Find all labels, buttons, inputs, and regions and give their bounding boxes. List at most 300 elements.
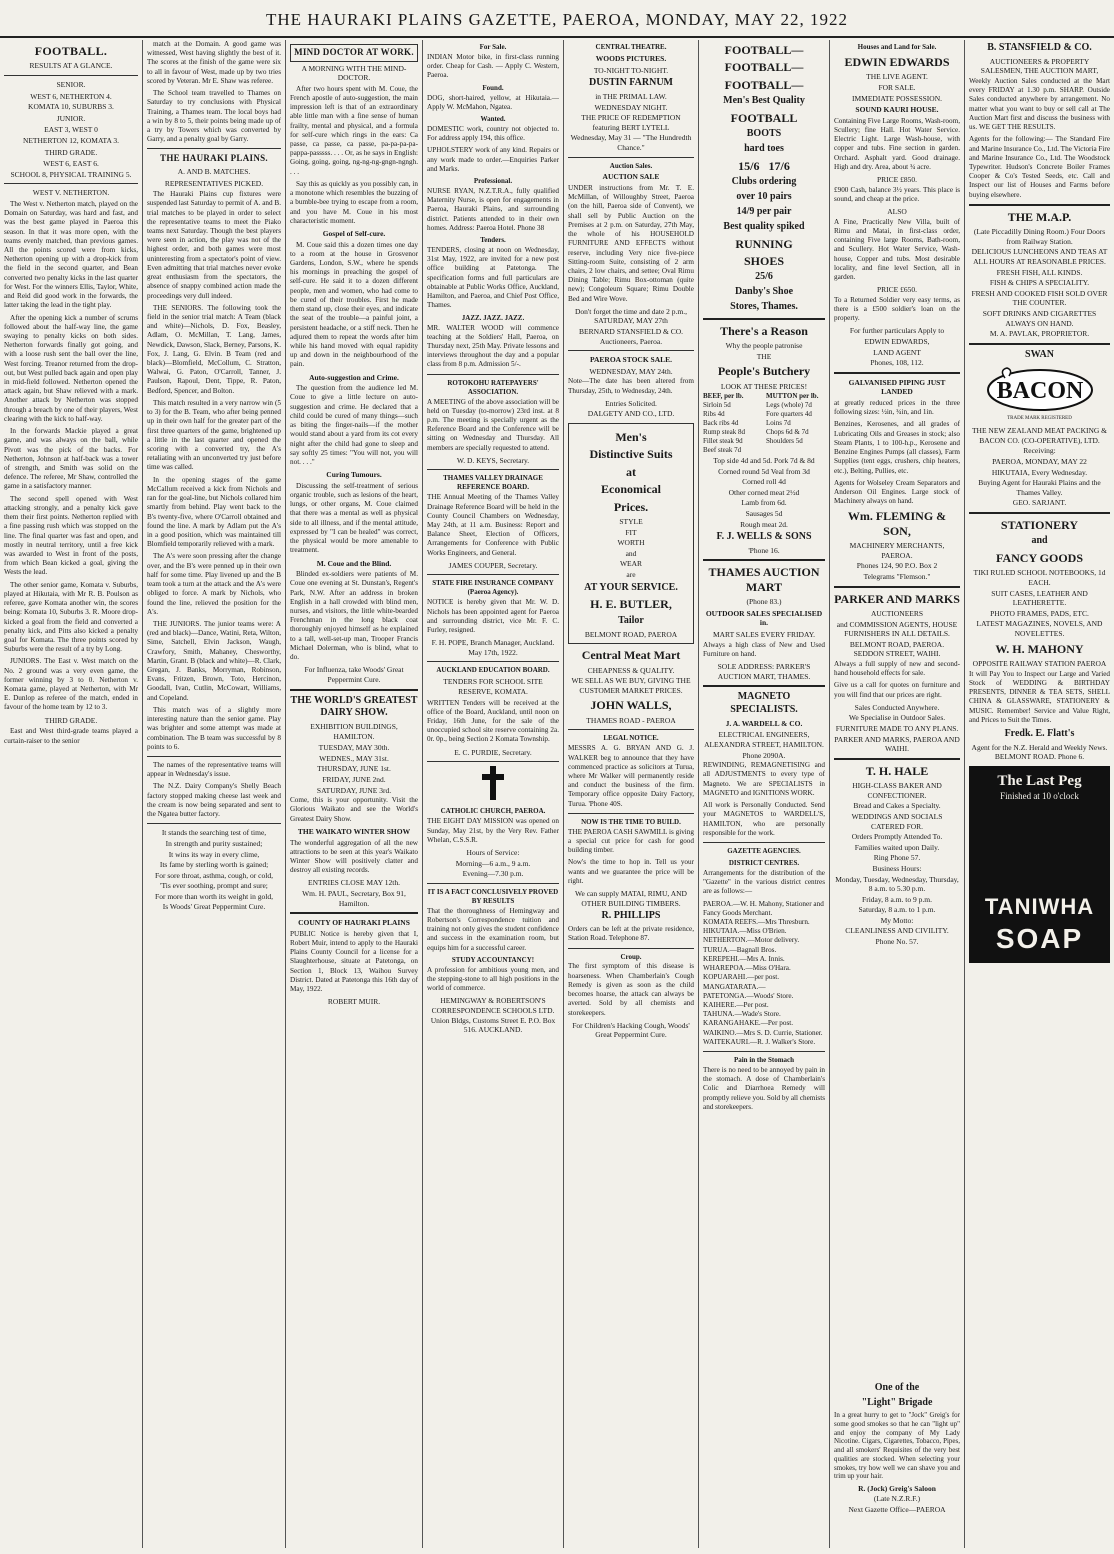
article-paragraph: The A's were soon pressing after the change over, and the B's were penned up in their own half for some time. Play livened up and the B team took a turn at the attack and the A's were obliged to force. A mark by Nichols, who found the line, relieved the position for the A's. [147,552,281,616]
poem-line: Is Woods' Great Peppermint Cure. [162,902,266,912]
winter-show-heading: THE WAIKATO WINTER SHOW [297,826,411,836]
light-line: "Light" Brigade [861,1396,933,1408]
agent-item: HIKUTAIA.—Miss O'Brien. [703,927,787,936]
article-paragraph: The N.Z. Dairy Company's Shelly Beach factory stopped making cheese last week and the cream is now being separated and sent to the Ngatea butter factory. [147,782,281,819]
agent-item: TAHUNA.—Wade's Store. [703,1010,781,1019]
price: 15/6 [738,158,760,173]
article-paragraph: M. Coue said this a dozen times one day to a room at the house in Grosvenor Gardens, London, S.W., where he spends his mornings in preaching the gospel of self-cure. He said it to a dozen different people, men and women, who had come to be cured of their troubles. First he made them stand up, close their eyes, and indicate the seat of the trouble—a painful joint, a persistent headache, or a stiff neck. Then he adjured them to repeat the words after him while his hand moved with equal rapidity up and down in the neighbourhood of the pain. [290,240,418,369]
spiked-line: Best quality spiked [723,220,805,232]
agent-item: WHAREPOA.—Miss O'Hara. [703,964,791,973]
signature: DALGETY AND CO., LTD. [587,409,675,419]
reason-sub: Why the people patronise [725,341,803,351]
classified-ad: Always a high class of New and Used Furniture on hand. [703,640,825,658]
signature: JAMES COUPER, Secretary. [448,560,538,570]
rotokohu-heading: ROTOKOHU RATEPAYERS' ASSOCIATION. [447,378,539,396]
classified-ad: Benzines, Kerosenes, and all grades of Lubricating Oils and Greases in stock; also Steam Plants, 1 to 100-h.p., Kerosene and Benzine Engines Pumps (all classes), Farm Supplies (tent eggs, crushers, chip heaters, etc.), Belting, Pullies, etc. [834,420,960,475]
education-heading: AUCKLAND EDUCATION BOARD. [436,666,550,675]
state-fire-heading: STATE FIRE INSURANCE COMPANY (Paeroa Agency). [432,579,554,597]
poem-line: 'Tis ever soothing, prompt and sure; [160,881,268,891]
agencies-heading: GAZETTE AGENCIES. [727,846,801,855]
entries: Entries Solicited. [605,398,657,408]
suits-feature: FIT [625,527,637,537]
classified-ad: NOTICE is hereby given that Mr. W. D. Nichols has been appointed agent for Paeroa and surrounding district, vice Mr. F. C. Furley, resigned. [427,598,559,635]
section-heading: Auto-suggestion and Crime. [309,372,399,382]
column-classifieds [423,40,563,1548]
weddings-line: WEDDINGS AND SOCIALS CATERED FOR. [851,811,943,831]
ring-line: Ring Phone 57. [873,853,921,863]
article-paragraph: The West v. Netherton match, played on the Domain on Saturday, was hard and fast, and was the best game played in Paeroa this season. In that it was more open, with the teams evenly matched, than previous games. All the points scored were from kicks, Netherton opening up with a drop-kick from the field in the second quarter, and Bean converted two penalty kicks in the last quarter for West. For the winners Ellis, Taylor, White, and Reid did good work in the forwards, the latter taking the lead in the tight play. [4,199,138,310]
auction-note: Don't forget the time and date 2 p.m., SATURDAY, MAY 27th [574,306,688,326]
classified-ad: Weekly Auction Sales conducted at the Mart every FRIDAY at 1.30 p.m. SHARP. Outside Sales conducted anywhere by arrangement. No matter what you want to buy or sell call at The Auction Mart first and discuss the business with us. WE GET THE RESULTS. [969,76,1110,132]
kauri-heading: SOUND KAURI HOUSE. [855,105,939,115]
fleming-phone: Phones 124, 90 P.O. Box 2 [856,561,938,571]
article-paragraph: The names of the representative teams will appear in Wednesday's issue. [147,761,281,779]
finished: Finished at 10 o'clock [1000,791,1079,802]
result-line: NETHERTON 12, KOMATA 3. [22,135,120,145]
stock-date: WEDNESDAY, MAY 24th. [589,366,673,376]
phone57: Phone No. 57. [875,937,919,947]
boots-line: hard toes [744,143,784,155]
classified-ad: Give us a call for quotes on furniture and you will find that our prices are right. [834,681,960,699]
stationery-line: STATIONERY [1000,517,1079,532]
families-line: Families waited upon Daily. [854,842,940,852]
fleming-sub: MACHINERY MERCHANTS, PAEROA. [849,541,945,560]
result-line: WEST 6, NETHERTON 4. [30,91,112,101]
secretary-sign: Wm. H. PAUL, Secretary, Box 91, Hamilton. [302,888,406,908]
parker-marks-name: PARKER AND MARKS [834,591,960,606]
auction-sales-heading: Auction Sales. [609,161,653,170]
classified-ad: THE EIGHT DAY MISSION was opened on Sunday, May 21st, by the Very Rev. Father Whelan, C.S.S.R. [427,817,559,844]
greig-sub: (Late N.Z.R.F.) [873,1494,921,1504]
fish-line: FISH & CHIPS A SPECIALITY. [989,278,1090,288]
match-heading: WEST V. NETHERTON. [32,188,110,198]
article-paragraph: The question from the audience led M. Coue to give a little lecture on auto-suggestion and crime. He declared that a child could be cured of many things—such as biting the finger-nails—if the mother would stand about a yard from its cot every night after the child had gone to sleep and say softly 25 times: "You will not, you will not. . . ." [290,384,418,466]
supply-line: We can supply MATAI, RIMU, AND OTHER BUILDING TIMBERS. [575,889,687,908]
flatt-text: Agent for the N.Z. Herald and Weekly News. BELMONT ROAD. Phone 6. [971,742,1108,762]
article-paragraph: THE SENIORS. The following took the field in the senior trial match: A Team (black and white)—Nichols, D. Fox, Beasley, Adlam, O. McMillan, T. Lang, James, Newdick, Dawson, Slack, Berney, Parsons, K. Fox, J. Lang, G. Elvin. B Team (red and black)—Blomfield, McCollum, C. Stratton, Walwai, G. Paton, O'Carroll, Tanner, J. Paulson, Rapoul, Dent, Tippe, R. Paton, Bedford, Spencer, and Bolton. [147,303,281,395]
category-heading: For Sale. [479,43,507,51]
swan-icon [985,364,1095,412]
football-line: FOOTBALL— [724,60,804,75]
furniture-line: FURNITURE MADE TO ANY PLANS. [835,723,959,733]
column-houses-land [830,40,964,1548]
article-paragraph: After two hours spent with M. Coue, the French apostle of auto-suggestion, the main impression left is that of an extraordinary able little man with a fine sense of human frailty, mental and physical, and a formula for self-cure which rings in the ears: Ca passe, ca passe, ca passe, pa-pa-pa-pa-pappa-passsss. . . . Or, as he says in English: Going, going, going, ng-ng-ng-gngn-ngngh. . . . [290,84,418,176]
forsale-line: FOR SALE. [878,82,916,92]
article-paragraph: After the opening kick a number of scrums followed about the half-way line, the game swaying to penalty kicks on both sides. Netherton forwards finally got going, and with a loose rush sent the ball over the line, West forcing. Treanor returned from the drop-out, but West pulled back again and open play in mid-field followed. Netherton opened the attack again, but Shaw relieved with a mark. Another attack by Netherton was stopped through a breach by one of their players, West clearing with the kick to half-way. [4,313,138,423]
hale-sub: HIGH-CLASS BAKER AND CONFECTIONER. [852,781,942,800]
classified-ad: Agents for the following:— The Standard Fire and Marine Insurance Co., Ltd. The Victoria Fire and Marine Insurance Co., Ltd. The Woodstock Typewriter. Hudson's Concrete Boiler Frames Cooper & Co's Tested Seeds, etc. Call and Inspect our list of Houses and Farms before buying elsewhere. [969,135,1111,199]
hours-item: Friday, 8 a.m. to 9 p.m. [862,894,932,904]
mutton-heading: MUTTON per lb. [766,392,819,401]
price-item: Chops 6d & 7d [766,428,809,437]
auctioneers: AUCTIONEERS [870,608,924,618]
suits-line: Prices. [613,499,649,514]
swan-bacon-logo [969,349,1110,422]
article-paragraph: In the opening stages of the game McCallum received a kick from Nichols and ran for the goal-line, but Nichols collared him smartly from behind. Play went back to the B's twenty-five, where O'Carroll obtained and found the line. A mark by Adlam put the A's in a good position, which was maintained till Blomfield temporarily relieved with a mark. [147,475,281,549]
article-paragraph: In the forwards Mackie played a great game, and was always on the ball, while Pivott was the pick of the backs. For Netherton, Johnson at half-back was a tower of strength, and Smith was solid on the defence. The referee, Mr Shaw, controlled the game in a satisfactory manner. [4,427,138,491]
county-heading: COUNTY OF HAURAKI PLAINS [298,918,410,928]
influenza-note: For Influenza, take Woods' Great Peppermint Cure. [304,665,404,684]
classified-ad: Containing Five Large Rooms, Wash-room, Scullery; fine Hall. Hot Water Service. Electric Light. Large Wash-house, with copper and tubs. Fine section in garden. Orchard. Asphalt yard. Good drainage. High and dry. Area, about ¾ acre. [834,116,960,171]
boots-line: Men's Best Quality [723,95,805,107]
poem-line: For sore throat, asthma, cough, or cold, [155,870,273,880]
fact-heading: IT IS A FACT CONCLUSIVELY PROVED BY RESULTS [427,887,559,905]
price-item: Legs (whole) 7d [766,401,812,410]
poem-line: For more than worth its weight in gold, [155,891,273,901]
legal-heading: LEGAL NOTICE. [603,734,659,743]
third-grade-heading: THIRD GRADE. [44,147,98,157]
price-item: Fore quarters 4d [766,410,812,419]
last-peg: The Last Peg [997,772,1082,789]
agent-line: THE LIVE AGENT. [866,72,928,82]
phillips-name: R. PHILLIPS [601,910,661,922]
spiked-line: 25/6 [755,271,773,283]
suits-line: Economical [601,482,661,497]
section-heading: Gospel of Self-cure. [322,228,386,238]
result-line: WEST 6, EAST 6. [43,159,99,169]
category-heading: Professional. [473,177,513,186]
article-paragraph: East and West third-grade teams played a curtain-raiser to the senior [4,727,138,745]
price-item: Beef steak 7d [703,445,742,454]
swan-text: SWAN [1025,348,1054,360]
pavlak-line: M. A. PAVLAK, PROPRIETOR. [989,329,1090,339]
wardell-name: J. A. WARDELL & CO. [725,718,803,728]
walls-name: JOHN WALLS, [590,698,672,713]
classified-ad: THE PAEROA CASH SAWMILL is giving a special cut price for cash for good building timber. [568,827,694,855]
show-date: FRIDAY, JUNE 2nd. [322,775,386,785]
wells-phone: 'Phone 16. [748,545,780,555]
business-hours: Business Hours: [872,863,922,873]
drinks-line: SOFT DRINKS AND CIGARETTES ALWAYS ON HAND. [982,308,1097,328]
result-line: KOMATA 10, SUBURBS 3. [28,102,114,112]
map-sub: (Late Piccadilly Dining Room.) Four Doors from Railway Station. [973,227,1106,246]
agent-item: KOPUARAHI.—per post. [703,973,780,982]
film-star: DUSTIN FARNUM [589,77,673,89]
football-line: FOOTBALL— [724,77,804,92]
film-title: in THE PRIMAL LAW. [595,91,667,101]
ad-text: The wonderful aggregation of all the new attractions to be seen at this year's Waikato Winter Show will positively clatter and destroy all existing records. [290,838,418,875]
entries-close: ENTRIES CLOSE MAY 12th. [308,878,400,888]
taniwha-soap-ad [969,766,1110,963]
classified-ad: Now's the time to hop in. Tell us your wants and we guarantee the price will be right. [568,858,694,885]
classified-ad: There is no need to be annoyed by pain in the stomach. A dose of Chamberlain's Colic and Diarrhoea Remedy will promptly relieve you. Sold by all chemists and storekeepers. [703,1066,825,1111]
classified-ad: INDIAN Motor bike, in first-class running order. Cheap for Cash. — Apply C. Western, Paeroa. [427,52,559,80]
classified-ad: A Fine, Practically New Villa, built of Rimu and Matai, in first-class order, containing Five large Rooms, Bath-room, and Scullery. Hot Water Service, Wash-house, Copper and tubs. Most desirable locality, and fine level Section, all in garden. [834,217,960,281]
sarjant: GEO. SARJANT. [1012,498,1067,508]
magazines: LATEST MAGAZINES, NOVELS, AND NOVELETTES. [976,619,1103,639]
poem-line: It stands the searching test of time, [161,828,267,838]
article-paragraph: The other senior game, Komata v. Suburbs, played at Hikutaia, with Mr R. B. Poulson as referee, gave Komata another win, the scores being: Komata 10, Suburbs 3. R. Moore drop-kicked a goal from the field and converted a penalty kick, and Pitts also kicked a penalty goal for Komata. The three points scored by Suburbs were the result of a try by Long. [4,580,138,654]
third-grade-note: THIRD GRADE. [44,715,98,725]
classified-ad: NURSE RYAN, N.Z.T.R.A., fully qualified Maternity Nurse, is open for engagements in Paeroa, Hauraki Plains, and surrounding district. Patients attended to in their own homes. Address: Paeroa Hotel. Phone 38 [427,187,559,232]
clubs-line: Clubs ordering [731,176,797,188]
price-line: PRICE £650. [876,285,917,295]
classified-ad: TENDERS, closing at noon on Wednesday, 31st May, 1922, are invited for a new post office building at Patetonga. The specification forms and full particulars are obtainable at Public Works Office, Auckland, Hamilton, and Paeroa, and Chief Post Office, Thames. [427,246,559,310]
classified-ad: A profession for ambitious young men, and the stepping-stone to all high positions in the world of commerce. [427,965,559,993]
auction-sale-heading: AUCTION SALE [602,172,660,182]
croup-heading: Croup. [620,952,642,961]
meat-mart-heading: Central Meat Mart [581,648,681,663]
boots-prices [703,159,825,173]
edwards-name-2: EDWIN EDWARDS, [864,337,930,347]
edwards-name: EDWIN EDWARDS [844,54,950,69]
bacon-text: BACON [996,377,1083,404]
trademark: TRADE MARK REGISTERED [1007,415,1072,421]
land-agent: LAND AGENT [873,347,921,357]
junior-heading: JUNIOR. [56,113,86,123]
suits-ad [568,423,694,644]
poem-line: In strength and purity sustained; [165,838,263,848]
classified-ad: That the thoroughness of Hemingway and Robertson's Correspondence tuition and training not only gives the student confidence and success in the examination room, but equips him for a successful career. [427,906,559,952]
hours-item: Evening—7.30 p.m. [462,869,524,879]
stansfield-name: B. STANSFIELD & CO. [987,42,1092,53]
the-line: THE [756,351,772,361]
classified-ad: REWINDING, REMAGNETISING and all ADJUSTMENTS to every type of Magneto. We are SPECIALISTS in MAGNETO and IGNITIONS WORK. [703,761,825,797]
poem-line: Its fame by sterling worth is gained; [159,860,269,870]
agent-item: WAITEKAURI.—R. J. Walker's Store. [703,1037,816,1046]
price-item: Top side 4d and 5d. Pork 7d & 8d [713,455,815,465]
signature: F. H. POPE, Branch Manager, Auckland. May 17th, 1922. [431,638,555,657]
result-line: EAST 3, WEST 0 [44,125,98,135]
cross-icon [427,766,559,803]
classified-ad: UNDER instructions from Mr. T. E. McMillan, of Willoughby Street, Paeroa (on the hill, Paeroa side of Convent), we shall sell by Public Auction on the Premises at 2 p.m. on Saturday, 27th May, the whole of his HOUSEHOLD FURNITURE AND EFFECTS without reserve, including Very nice five-piece Sitting-room Suite, consisting of 2 arm chairs, 2 low chairs, and settee; Oval Rimu Dining Table; Rimu Box-ottoman (quite new); Congoleum Square; Rimu Double Bed and Wire Wove. [568,184,694,303]
mart-phone: (Phone 83.) [746,597,782,607]
flatt-name: Fredk. E. Flatt's [1004,727,1075,739]
classified-ad: All work is Personally Conducted. Send your MAGNETOS to WARDELL'S, HAMILTON, who are personally responsible for the work. [703,801,825,837]
mind-doctor-title: MIND DOCTOR AT WORK. [290,44,418,62]
classified-ad: Arrangements for the distribution of the "Gazette" in the various district centres are as follows:— [703,868,825,896]
butler-name: H. E. BUTLER, [590,597,672,612]
meat-text: WE SELL AS WE BUY, GIVING THE CUSTOMER MARKET PRICES. [571,676,691,695]
agent-item: KAIHERE.—Per post. [703,1000,769,1009]
classified-ad: Orders can be left at the private residence, Station Road. Telephone 87. [568,925,694,943]
fleming-name: Wm. FLEMING & SON, [847,509,947,538]
stock-sale-heading: PAEROA STOCK SALE. [589,355,673,365]
butler-address: BELMONT ROAD, PAEROA [584,629,678,639]
column-football-boots [699,40,829,1548]
outdoor-line: OUTDOOR SALES SPECIALISED in. [705,608,823,628]
agent-item: KARANGAHAKE.—Per post. [703,1019,794,1028]
price-item: Rough meat 2d. [740,519,788,529]
fish-line: FRESH AND COOKED FISH SOLD OVER THE COUNTER. [971,288,1108,308]
also-line: ALSO [887,207,907,217]
classified-ad: In a great hurry to get to "Jock" Greig's for some good smokes so that he can "light up" and enjoy the company of My Lady Nicotine. Cigars, Cigarettes, Tobacco, Pipes, and all smokers' Requisites of the very best qualities are stocked. When selecting your smokes, try how well we can shave you and trim up your hair. [834,1411,960,1481]
agent-item: TURUA.—Bagnall Bros. [703,945,777,954]
price-item: Back ribs 4d [703,419,739,428]
signature: HEMINGWAY & ROBERTSON'S CORRESPONDENCE SCHOOLS LTD. Union Bldgs, Customs Street E. P.O. Box 516. AUCKLAND. [430,996,556,1035]
hours-item: Saturday, 8 a.m. to 1 p.m. [858,905,936,915]
article-paragraph: The School team travelled to Thames on Saturday to try conclusions with Physical Training, a Thames team. The local boys had a win by 8 to 5, their points being made up of a try by Towers which was converted by Garry, and a penalty goal by Garry. [147,89,281,144]
classified-ad: The first symptom of this disease is hoarseness. When Chamberlain's Cough Remedy is given as soon as the child becomes hoarse, the attack can always be averted. Sold by all chemists and storekeepers. [568,962,694,1017]
football-line: FOOTBALL— [724,43,804,57]
wednesday: WEDNESDAY NIGHT. [594,102,668,112]
suits-feature: STYLE [619,517,643,527]
church-heading: CATHOLIC CHURCH, PAEROA. [440,807,546,816]
category-heading: Tenders. [480,236,506,245]
suits-feature: WORTH [617,538,645,548]
film-title: THE PRICE OF REDEMPTION featuring BERT LYTELL [581,113,681,132]
stansfield-sub: AUCTIONEERS & PROPERTY SALESMEN, THE AUCTION MART, [980,56,1099,76]
hours-item: Morning—6 a.m., 9 a.m. [455,858,531,868]
spiked-line: SHOES [743,253,785,268]
butchery-name: People's Butchery [717,364,811,379]
light-line: One of the [874,1382,920,1393]
film-note: Wednesday, May 31 — "The Hundredth Chance." [570,133,692,152]
classified-ad: Note—The date has been altered from Thursday, 25th, to Wednesday, 24th. [568,377,694,395]
article-paragraph: THE JUNIORS. The junior teams were: A (red and black)—Dance, Watini, Reta, Wilton, Sime, Satchell, Elvin Jackson, Waugh, Crawfory, Smith, Mahaney, Chesworthy, Martin, Grant. B (black and white)—R. Clark, Gregan, J. Banks, Morryman, Robinson, Evans, Fritzen, Brown, Toto, Hercinon, Goodall, Ivan, Cutlin, McCowart, Williams, and Copeland. [147,619,281,702]
show-date: TUESDAY, MAY 30th. [318,743,390,753]
photo: PHOTO FRAMES, PADS, ETC. [990,608,1089,618]
show-date: THURSDAY, JUNE 1st. [317,764,391,774]
show-date: SATURDAY, JUNE 3rd. [316,785,392,795]
signature: W. D. KEYS, Secretary. [456,455,530,465]
study-heading: STUDY ACCOUNTANCY! [451,955,535,964]
fish-line: FRESH FISH, ALL KINDS. [996,267,1083,277]
price: 17/6 [768,158,790,173]
classified-ad: It will Pay You to Inspect our Large and Varied Stock of WEDDING & BIRTHDAY PRESENTS, DINNER & TEA SETS, SHELL CHINA & GLASSWARE, STATIONERY & MUSIC. Remember! Service and Value Right, and Prices to Suit the Times. [969,669,1110,724]
tailor: Tailor [618,614,644,626]
greig-name: R. (Jock) Greig's Saloon [858,1484,936,1493]
article-paragraph: Blinded ex-soldiers were patients of M. Coue one evening at St. Dunstan's, Regent's Park, N.W. After an address in broken English in a hall crowded with blind men, nurses, and visitors, the little white-bearded Frenchman in the long black coat thoroughly enjoyed himself as he explained to a tall, well-set-up man, Trooper Francis Michael Dolerman, who is blind, what to do. [290,570,418,662]
classified-ad: Always a full supply of new and second-hand household effects for sale. [834,659,960,678]
piping-heading: GALVANISED PIPING JUST LANDED [848,377,946,397]
category-heading: Wanted. [480,115,506,123]
price-item: Lamb from 6d. [741,498,787,508]
look-line: LOOK AT THESE PRICES! [720,381,808,391]
possession-line: IMMEDIATE POSSESSION. [851,93,942,103]
classified-ad: MR. WALTER WOOD will commence teaching at the Soldiers' Hall, Paeroa, on Thursday next, 25th May. Private lessons and interviews throughout the day and a popular class from 8 p.m. Admission 5/-. [427,323,559,369]
price-item: Shoulders 5d [766,437,803,446]
price-item: Sausages 5d [745,508,783,518]
classified-ad: THE Annual Meeting of the Thames Valley Drainage Reference Board will be held in the County Council Chambers on Wednesday, May 24th, at 11 a.m. Business: Report and Balance Sheet, Election of Officers, Arrangements for Conference with Public Works Engineers, and General. [427,493,559,557]
classified-ad: To a Returned Soldier very easy terms, as there is a £500 soldier's loan on the property. [834,295,960,323]
danby-line: Stores, Thames. [730,300,798,312]
suits-feature: are [626,570,636,579]
luncheons: DELICIOUS LUNCHEONS AND TEAS AT ALL HOURS AT REASONABLE PRICES. [971,247,1108,266]
boots-line: FOOTBALL [730,110,798,125]
suits-feature: and [625,548,637,558]
districts-heading: DISTRICT CENTRES. [728,858,800,867]
agent-item: WAIKINO.—Mrs S. D. Currie, Stationer. [703,1028,823,1037]
price-item: Loins 7d [766,419,791,428]
article-paragraph: JUNIORS. The East v. West match on the No. 2 ground was a very even game, the former winning by 3 to 0. Netherton v. Komata game, played at Netherton, with Mr E. Dunlop as referee of the match, ended in favour of the home team by 12 to 3. [4,657,138,712]
wardell-sub: ELECTRICAL ENGINEERS, ALEXANDRA STREET, HAMILTON. [704,730,824,750]
category-heading: Found. [482,83,504,92]
motto-text: CLEANLINESS AND CIVILITY. [845,926,949,936]
beef-heading: BEEF, per lb. [703,392,744,401]
mart-heading: THAMES AUCTION MART [708,565,820,594]
price-item: Other corned meat 2½d [728,487,800,497]
spiked-line: RUNNING [735,236,793,251]
mahony-sub: OPPOSITE RAILWAY STATION PAEROA [972,659,1107,669]
walls-address: THAMES ROAD - PAEROA [586,715,676,725]
agent-item: KOMATA REEFS.—Mrs Thresburn. [703,917,810,926]
football-subtitle: RESULTS AT A GLANCE. [29,61,113,71]
hale-name: T. H. HALE [865,763,929,778]
section-heading: Curing Tumours. [326,470,382,480]
price-item: Corned round 5d Veal from 3d [718,466,810,476]
cough-note: For Children's Hacking Cough, Woods' Great Peppermint Cure. [572,1020,690,1040]
pm2-line: PARKER AND MARKS, PAEROA AND WAIHI. [834,734,960,754]
motto: My Motto: [880,915,914,925]
price-item: Fillet steak 9d [703,437,743,446]
stationery-line: and [1031,535,1048,547]
houses-heading: Houses and Land for Sale. [857,43,937,51]
agent-item: NETHERTON.—Motor delivery. [703,936,800,945]
classified-ad: WRITTEN Tenders will be received at the office of the Board, Auckland, until noon on Friday, 16th June, for the sale of the unoccupied school site reserve containing 2a. 0r. 0p., being Section 2 Komata Township. [427,698,559,744]
dairy-show-venue: EXHIBITION BUILDINGS, HAMILTON. [310,722,398,741]
suitcases: SUIT CASES, LEATHER AND LEATHERETTE. [991,588,1088,608]
phones: Phones, 108, 112. [870,358,924,368]
classified-ad: UPHOLSTERY work of any kind. Repairs or any work made to order.—Enquiries Parker and Marks. [427,146,559,173]
belmont: BELMONT ROAD, PAEROA. SEDDON STREET, WAIHI. [849,639,945,659]
sales-line: Sales Conducted Anywhere. [854,702,940,712]
mind-doctor-subtitle: A MORNING WITH THE MIND-DOCTOR. [301,63,407,83]
article-paragraph: Discussing the self-treatment of serious organic trouble, such as lesions of the heart, lungs, or other organs, M. Coue claimed that there was a mental as well as physical side to all illness, and if the mental attitude, expressed by "I can be healed" was correct, the physical would be more amenable to treatment. [290,481,418,555]
article-paragraph: This match resulted in a very narrow win (5 to 3) for the B. Team, who after being penned up in their own half for the greater part of the first three quarters of the game, brightened up a little in the last quarter and opened the scoring with a converted try, the A's retaliating with an unconverted try just before time was called. [147,398,281,472]
agent-item: PAEROA.—W. H. Mahony, Stationer and Fancy Goods Merchant. [703,899,824,917]
article-paragraph: match at the Domain. A good game was witnessed, West having slightly the best of it. The scores at the finish of the game were six to all in favour of West, made up by two tries scored by Veteran. Mr E. Shaw was referee. [147,40,281,85]
price-item: Rump steak 8d [703,428,745,437]
price-item: Ribs 4d [703,410,725,419]
ad-text: PUBLIC Notice is hereby given that I, Robert Muir, intend to apply to the Hauraki Plains County Council for a license for a Slaughterhouse, situate at Patetonga, on Section 1, Block 13, Waihou Survey District. Dated at Patetonga this 16th day of May, 1922. [290,929,418,994]
fleming-tel: Telegrams "Flemson." [863,571,931,581]
buying: Buying Agent for Hauraki Plains and the Thames Valley. [978,478,1101,497]
masthead [0,6,1114,38]
ad-text: Come, this is your opportunity. Visit the Glorious Waikato and see the World's Greatest Dairy Show. [290,796,418,823]
show-date: WEDNES., MAY 31st. [319,753,389,763]
receiving: Receiving: [1023,446,1056,456]
column-hauraki-plains [143,40,285,1548]
column-football [0,40,142,1548]
tonight: TO-NIGHT TO-NIGHT. [593,65,669,75]
pain-heading: Pain in the Stomach [733,1056,795,1065]
classified-ad: at greatly reduced prices in the three following sizes: ½in, ¾in, and 1in. [834,399,960,417]
sole-address: SOLE ADDRESS: PARKER'S AUCTION MART, THAMES. [717,662,811,681]
article-paragraph: Say this as quickly as you possibly can, in a monotone which resembles the buzzing of a bumble-bee trying to escape from a room, and you have M. Coue in his most characteristic moment. [290,179,418,225]
taniwha: TANIWHA [984,893,1095,919]
theatre-heading: CENTRAL THEATRE. [595,43,667,51]
receiving-item: HIKUTAIA, Every Wednesday. [991,467,1088,477]
agent-item: PATETONGA.—Woods' Store. [703,991,794,1000]
magneto-heading: MAGNETO SPECIALISTS. [730,691,798,716]
agent-item: MANGATARATA.— [703,982,766,991]
clubs-line: over 10 pairs [736,191,792,203]
wardell-phone: Phone 2090A. [742,750,786,760]
map-name: THE M.A.P. [1007,209,1072,224]
price-item: Sirloin 5d [703,401,731,410]
column-theatre-auctions [564,40,698,1548]
mahony-name: W. H. MAHONY [995,641,1084,656]
nz-bacon: THE NEW ZEALAND MEAT PACKING & BACON CO. (CO-OPERATIVE), LTD. [971,426,1108,445]
signature: BERNARD STANSFIELD & CO. Auctioneers, Paeroa. [579,327,683,346]
service-line: AT YOUR SERVICE. [584,581,678,593]
suits-line: Men's [615,430,647,445]
column-mind-doctor [286,40,422,1548]
suits-line: at [626,464,636,479]
pictures-heading: WOODS PICTURES. [595,53,667,63]
stationery-line: FANCY GOODS [996,551,1083,566]
senior-heading: SENIOR. [56,79,86,89]
greig-address: Next Gazette Office—PAEROA [848,1504,946,1514]
representatives-subheading: REPRESENTATIVES PICKED. [164,178,264,188]
classified-ad: Agents for Wolseley Cream Separators and Anderson Oil Engines. Large stock of Machinery always on hand. [834,478,960,506]
football-title: FOOTBALL. [34,44,108,58]
bread-line: Bread and Cakes a Specialty. [853,801,941,811]
jazz-heading: JAZZ. JAZZ. JAZZ. [461,313,525,322]
wells-name: F. J. WELLS & SONS [716,531,812,543]
article-paragraph: This match was of a slightly more interesting nature than the senior game. Play was brighter and some attempt was made at combination. The B team was successful by 8 points to 6. [147,705,281,751]
